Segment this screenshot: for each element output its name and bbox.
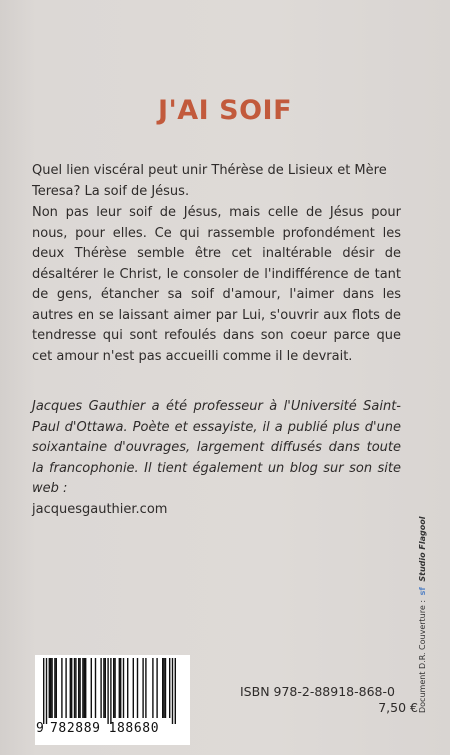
barcode-bar <box>110 658 111 724</box>
barcode-bar <box>79 658 80 718</box>
barcode-bar <box>103 658 104 718</box>
barcode-bar <box>95 658 96 718</box>
price: 7,50 € <box>378 700 418 715</box>
barcode-group-right: 188680 <box>108 721 160 736</box>
barcode-bar <box>172 658 173 724</box>
book-title: J'AI SOIF <box>157 95 293 126</box>
barcode-bar <box>50 658 51 718</box>
barcode-bar <box>74 658 75 718</box>
barcode-bar <box>113 658 114 718</box>
barcode-bar <box>107 658 108 724</box>
studio-brand: Studio Flagool <box>418 516 427 582</box>
barcode <box>35 655 190 745</box>
barcode-bar <box>70 658 71 718</box>
barcode-bar <box>78 658 79 718</box>
barcode-bar <box>165 658 166 718</box>
studio-logo-icon: sf <box>418 587 427 596</box>
intro-paragraph: Quel lien viscéral peut unir Thérèse de Lisieux et Mère Teresa? La soif de Jésus. <box>32 163 387 199</box>
body-paragraph: Non pas leur soif de Jésus, mais celle de Jésus pour nous, pour elles. Ce qui rassemble profondément les deux Thérèse semble être cet inaltérable désir de désaltérer le Christ, le consoler de l'indifférence de tant de gens, étancher sa soif d'amour, l'aimer dans les autres en se laissant aimer par Lui, s'ouvrir aux flots de tendresse qui sont refoulés dans son coeur parce que cet amour n'est pas accueilli comme il le devrait. <box>32 205 401 364</box>
barcode-bar <box>49 658 50 718</box>
barcode-bar <box>46 658 47 724</box>
cover-credit-text: Document D.R. Couverture : <box>418 599 427 713</box>
barcode-bar <box>43 658 44 724</box>
barcode-bar <box>54 658 55 718</box>
isbn-number: ISBN 978-2-88918-868-0 <box>240 684 395 699</box>
author-website: jacquesgauthier.com <box>32 501 168 517</box>
barcode-bar <box>51 658 52 718</box>
barcode-bar <box>75 658 76 718</box>
barcode-bar <box>142 658 143 718</box>
barcode-bar <box>120 658 121 718</box>
barcode-bar <box>71 658 72 718</box>
barcode-bar <box>169 658 170 718</box>
barcode-bar <box>123 658 124 718</box>
barcode-bar <box>65 658 66 718</box>
barcode-bar <box>145 658 146 718</box>
author-bio <box>32 397 401 520</box>
barcode-bar <box>56 658 57 718</box>
barcode-bar <box>119 658 120 718</box>
barcode-bar <box>175 658 176 724</box>
barcode-group-left: 782889 <box>50 721 101 736</box>
cover-credit <box>418 517 427 713</box>
author-bio-text: Jacques Gauthier a été professeur à l'Université Saint-Paul d'Ottawa. Poète et essayiste, il a publié plus d'une soixantaine d'ouvrages, largement diffusés dans toute la francophonie. Il tient également un blog sur son site web : <box>32 399 401 496</box>
barcode-digits <box>35 721 190 736</box>
barcode-bar <box>84 658 85 718</box>
barcode-bar <box>156 658 157 718</box>
barcode-bars <box>43 658 183 724</box>
barcode-bar <box>100 658 101 718</box>
barcode-bar <box>133 658 134 718</box>
barcode-bar <box>152 658 153 718</box>
barcode-bar <box>82 658 83 718</box>
barcode-bar <box>105 658 106 718</box>
barcode-bar <box>91 658 92 718</box>
barcode-bar <box>137 658 138 718</box>
barcode-lead-digit: 9 <box>36 721 45 736</box>
barcode-bar <box>127 658 128 718</box>
barcode-bar <box>61 658 62 718</box>
barcode-bar <box>162 658 163 718</box>
barcode-bar <box>85 658 86 718</box>
barcode-bar <box>163 658 164 718</box>
barcode-bar <box>114 658 115 718</box>
